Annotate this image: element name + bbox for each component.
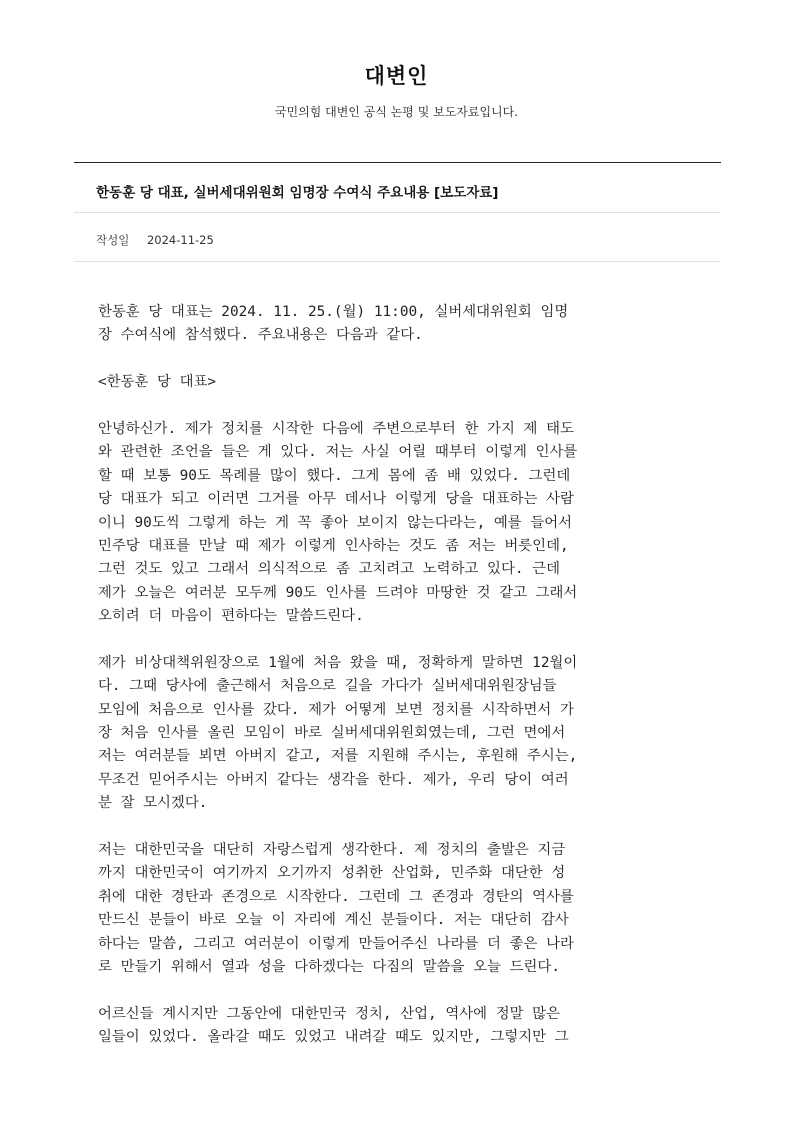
paragraph-line: 장 수여식에 참석했다. 주요내용은 다음과 같다. bbox=[98, 327, 423, 344]
meta-divider bbox=[74, 261, 721, 262]
paragraph-gap bbox=[98, 979, 698, 1002]
paragraph-line: <한동훈 당 대표> bbox=[98, 374, 217, 391]
post-date: 2024-11-25 bbox=[146, 233, 214, 247]
paragraph-line: 오히려 더 마음이 편하다는 말씀드린다. bbox=[98, 608, 364, 625]
site-title: 대변인 bbox=[364, 64, 429, 88]
paragraph-line: 제가 비상대책위원장으로 1월에 처음 왔을 때, 정확하게 말하면 12월이 bbox=[98, 654, 578, 671]
article-body bbox=[98, 301, 698, 1050]
paragraph-gap bbox=[98, 816, 698, 839]
paragraph bbox=[98, 1003, 698, 1050]
paragraph bbox=[98, 652, 698, 816]
paragraph-line: 일들이 있었다. 올라갈 때도 있었고 내려갈 때도 있지만, 그렇지만 그 bbox=[98, 1029, 569, 1046]
paragraph-line: 할 때 보통 90도 목례를 많이 했다. 그게 몸에 좀 배 있었다. 그런데 bbox=[98, 467, 571, 484]
paragraph-line: 안녕하신가. 제가 정치를 시작한 다음에 주변으로부터 한 가지 제 태도 bbox=[98, 420, 574, 437]
paragraph-line: 한동훈 당 대표는 2024. 11. 25.(월) 11:00, 실버세대위원회 임명 bbox=[98, 304, 569, 320]
paragraph-line: 만드신 분들이 바로 오늘 이 자리에 계신 분들이다. 저는 대단히 감사 bbox=[98, 912, 569, 929]
paragraph-line: 당 대표가 되고 이러면 그거를 아무 데서나 이렇게 당을 대표하는 사람 bbox=[98, 491, 574, 508]
paragraph-line: 무조건 믿어주시는 아버지 같다는 생각을 한다. 제가, 우리 당이 여러 bbox=[98, 771, 569, 788]
paragraph-gap bbox=[98, 348, 698, 371]
paragraph bbox=[98, 371, 698, 394]
post-meta bbox=[96, 232, 214, 248]
date-label: 작성일 bbox=[96, 233, 130, 247]
paragraph bbox=[98, 839, 698, 979]
paragraph-line: 하다는 말씀, 그리고 여러분이 이렇게 만들어주신 나라를 더 좋은 나라 bbox=[98, 935, 574, 952]
paragraph bbox=[98, 301, 698, 348]
paragraph-line: 그런 것도 있고 그래서 의식적으로 좀 고치려고 노력하고 있다. 근데 bbox=[98, 561, 560, 578]
paragraph-line: 저는 여러분들 뵈면 아버지 같고, 저를 지원해 주시는, 후원해 주시는, bbox=[98, 748, 578, 765]
paragraph-line: 와 관련한 조언을 들은 게 있다. 저는 사실 어릴 때부터 이렇게 인사를 bbox=[98, 444, 578, 461]
title-divider bbox=[74, 212, 721, 213]
paragraph-line: 장 처음 인사를 올린 모임이 바로 실버세대위원회였는데, 그런 면에서 bbox=[98, 725, 566, 742]
paragraph-line: 다. 그때 당사에 출근해서 처음으로 길을 가다가 실버세대위원장님들 bbox=[98, 678, 557, 695]
paragraph-line: 제가 오늘은 여러분 모두께 90도 인사를 드려야 마땅한 것 같고 그래서 bbox=[98, 584, 578, 601]
paragraph-line: 로 만들기 위해서 열과 성을 다하겠다는 다짐의 말씀을 오늘 드린다. bbox=[98, 958, 560, 975]
site-subtitle: 국민의힘 대변인 공식 논평 및 보도자료입니다. bbox=[274, 105, 519, 119]
paragraph-line: 모임에 처음으로 인사를 갔다. 제가 어떻게 보면 정치를 시작하면서 가 bbox=[98, 701, 574, 718]
paragraph-line: 까지 대한민국이 여기까지 오기까지 성취한 산업화, 민주화 대단한 성 bbox=[98, 865, 566, 882]
paragraph-gap bbox=[98, 395, 698, 418]
paragraph bbox=[98, 418, 698, 629]
header-divider bbox=[74, 162, 721, 163]
paragraph-line: 이니 90도씩 그렇게 하는 게 꼭 좋아 보이지 않는다라는, 예를 들어서 bbox=[98, 514, 573, 531]
paragraph-line: 취에 대한 경탄과 존경으로 시작한다. 그런데 그 존경과 경탄의 역사를 bbox=[98, 888, 574, 905]
paragraph-gap bbox=[98, 628, 698, 651]
paragraph-line: 저는 대한민국을 대단히 자랑스럽게 생각한다. 제 정치의 출발은 지금 bbox=[98, 841, 566, 858]
paragraph-line: 분 잘 모시겠다. bbox=[98, 795, 208, 812]
paragraph-line: 어르신들 계시지만 그동안에 대한민국 정치, 산업, 역사에 정말 많은 bbox=[98, 1005, 560, 1022]
post-title: 한동훈 당 대표, 실버세대위원회 임명장 수여식 주요내용 [보도자료] bbox=[96, 185, 499, 201]
paragraph-line: 민주당 대표를 만날 때 제가 이렇게 인사하는 것도 좀 저는 버릇인데, bbox=[98, 537, 569, 554]
